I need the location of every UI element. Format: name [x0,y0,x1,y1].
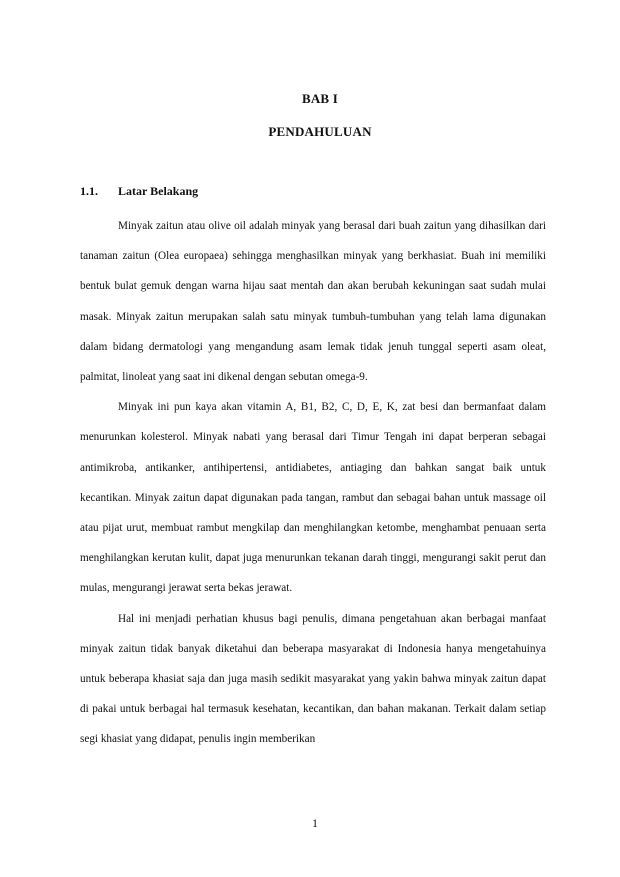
paragraph: Minyak ini pun kaya akan vitamin A, B1, B2, C, D, E, K, zat besi dan bermanfaat dalam menurunkan kolesterol. Minyak nabati yang berasal dari Timur Tengah ini dapat berperan sebagai antimikroba, antikanker, antihipertensi, antidiabetes, antiaging dan bahkan sangat baik untuk kecantikan. Minyak zaitun dapat digunakan pada tangan, rambut dan sebagai bahan untuk massage oil atau pijat urut, membuat rambut mengkilap dan menghilangkan ketombe, menghambat penuaan serta menghilangkan kerutan kulit, dapat juga menurunkan tekanan darah tinggi, mengurangi sakit perut dan mulas, mengurangi jerawat serta bekas jerawat. [80,401,546,595]
section-heading [80,184,198,199]
chapter-title: PENDAHULUAN [268,124,372,139]
section-title: Latar Belakang [118,184,199,198]
paragraph: Minyak zaitun atau olive oil adalah minyak yang berasal dari buah zaitun yang dihasilkan dari tanaman zaitun (Olea europaea) sehingga menghasilkan minyak yang berkhasiat. Buah ini memiliki bentuk bulat gemuk dengan warna hijau saat mentah dan akan berubah kekuningan saat sudah mulai masak. Minyak zaitun merupakan salah satu minyak tumbuh-tumbuhan yang telah lama digunakan dalam bidang dermatologi yang mengandung asam lemak tidak jenuh tunggal seperti asam oleat, palmitat, linoleat yang saat ini dikenal dengan sebutan omega-9. [80,220,546,384]
paragraph: Hal ini menjadi perhatian khusus bagi penulis, dimana pengetahuan akan berbagai manfaat minyak zaitun tidak banyak diketahui dan beberapa masyarakat di Indonesia hanya mengetahuinya untuk beberapa khasiat saja dan juga masih sedikit masyarakat yang yakin bahwa minyak zaitun dapat di pakai untuk berbagai hal termasuk kesehatan, kecantikan, dan bahan makanan. Terkait dalam setiap segi khasiat yang didapat, penulis ingin memberikan [80,612,546,746]
section-number: 1.1. [80,184,98,198]
page-number: 1 [312,816,318,830]
body-text [80,211,546,755]
chapter-number: BAB I [301,91,339,106]
